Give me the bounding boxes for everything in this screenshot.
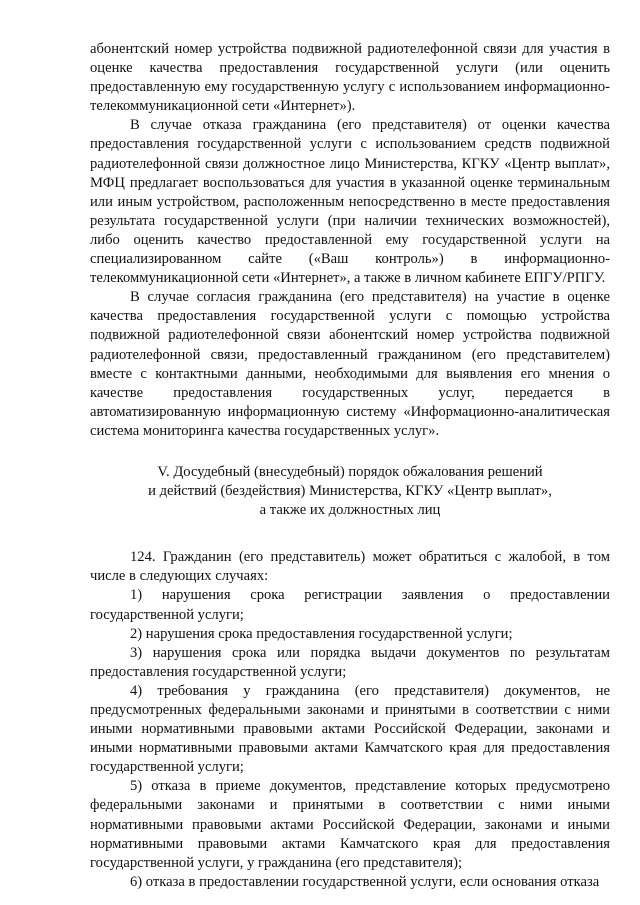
section-heading-line: а также их должностных лиц xyxy=(259,502,441,519)
section-heading xyxy=(90,463,610,520)
paragraph: В случае согласия гражданина (его представителя) на участие в оценке качества предоставления государственной услуги с помощью устройства подвижной радиотелефонной связи абонентский номер устройства подвижной радиотелефонной связи, предоставленный гражданином (его представителем) вместе с контактными данными, необходимыми для выявления его мнения о качестве предоставления государственных услуг, передается в автоматизированную информационную систему «Информационно-аналитическая система мониторинга качества государственных услуг». xyxy=(90,289,610,439)
paragraph: 124. Гражданин (его представитель) может обратиться с жалобой, в том числе в следующих случаях: xyxy=(90,549,610,585)
section-heading-line: и действий (бездействия) Министерства, КГКУ «Центр выплат», xyxy=(148,483,552,500)
spacer xyxy=(90,441,610,463)
paragraph: В случае отказа гражданина (его представителя) от оценки качества предоставления государственной услуги с использованием средств подвижной радиотелефонной связи должностное лицо Министерства, КГКУ «Центр выплат», МФЦ предлагает воспользоваться для участия в указанной оценке терминальным или иным устройством, расположенным непосредственно в месте предоставления результата государственной услуги (при наличии технических возможностей), либо оценить качество предоставленной ему государственной услуги на специализированном сайте («Ваш контроль») в информационно-телекоммуникационной сети «Интернет», а также в личном кабинете ЕПГУ/РПГУ. xyxy=(90,117,610,287)
paragraph: абонентский номер устройства подвижной радиотелефонной связи для участия в оценке качества предоставления государственной услуги (или оценить предоставленную ему государственную услугу с использованием информационно-телекоммуникационной сети «Интернет»). xyxy=(90,41,610,115)
list-item: 2) нарушения срока предоставления государственной услуги; xyxy=(130,625,513,642)
list-item: 5) отказа в приеме документов, представление которых предусмотрено федеральными законами и принятыми в соответствии с ними иными нормативными правовыми актами Российской Федерации, законами и иными нормативными правовыми актами Камчатского края для предоставления государственной услуги, у гражданина (его представителя); xyxy=(90,778,610,871)
document-page xyxy=(90,40,610,892)
list-item: 3) нарушения срока или порядка выдачи документов по результатам предоставления государственной услуги; xyxy=(90,644,610,680)
list-item: 4) требования у гражданина (его представителя) документов, не предусмотренных федеральными законами и принятыми в соответствии с ними иными нормативными правовыми актами Российской Федерации, законами и иными нормативными правовыми актами Камчатского края для предоставления государственной услуги; xyxy=(90,682,610,776)
list-item: 6) отказа в предоставлении государственной услуги, если основания отказа xyxy=(130,873,600,890)
spacer xyxy=(90,520,610,548)
section-heading-line: V. Досудебный (внесудебный) порядок обжалования решений xyxy=(157,463,543,480)
list-item: 1) нарушения срока регистрации заявления о предоставлении государственной услуги; xyxy=(90,587,610,623)
